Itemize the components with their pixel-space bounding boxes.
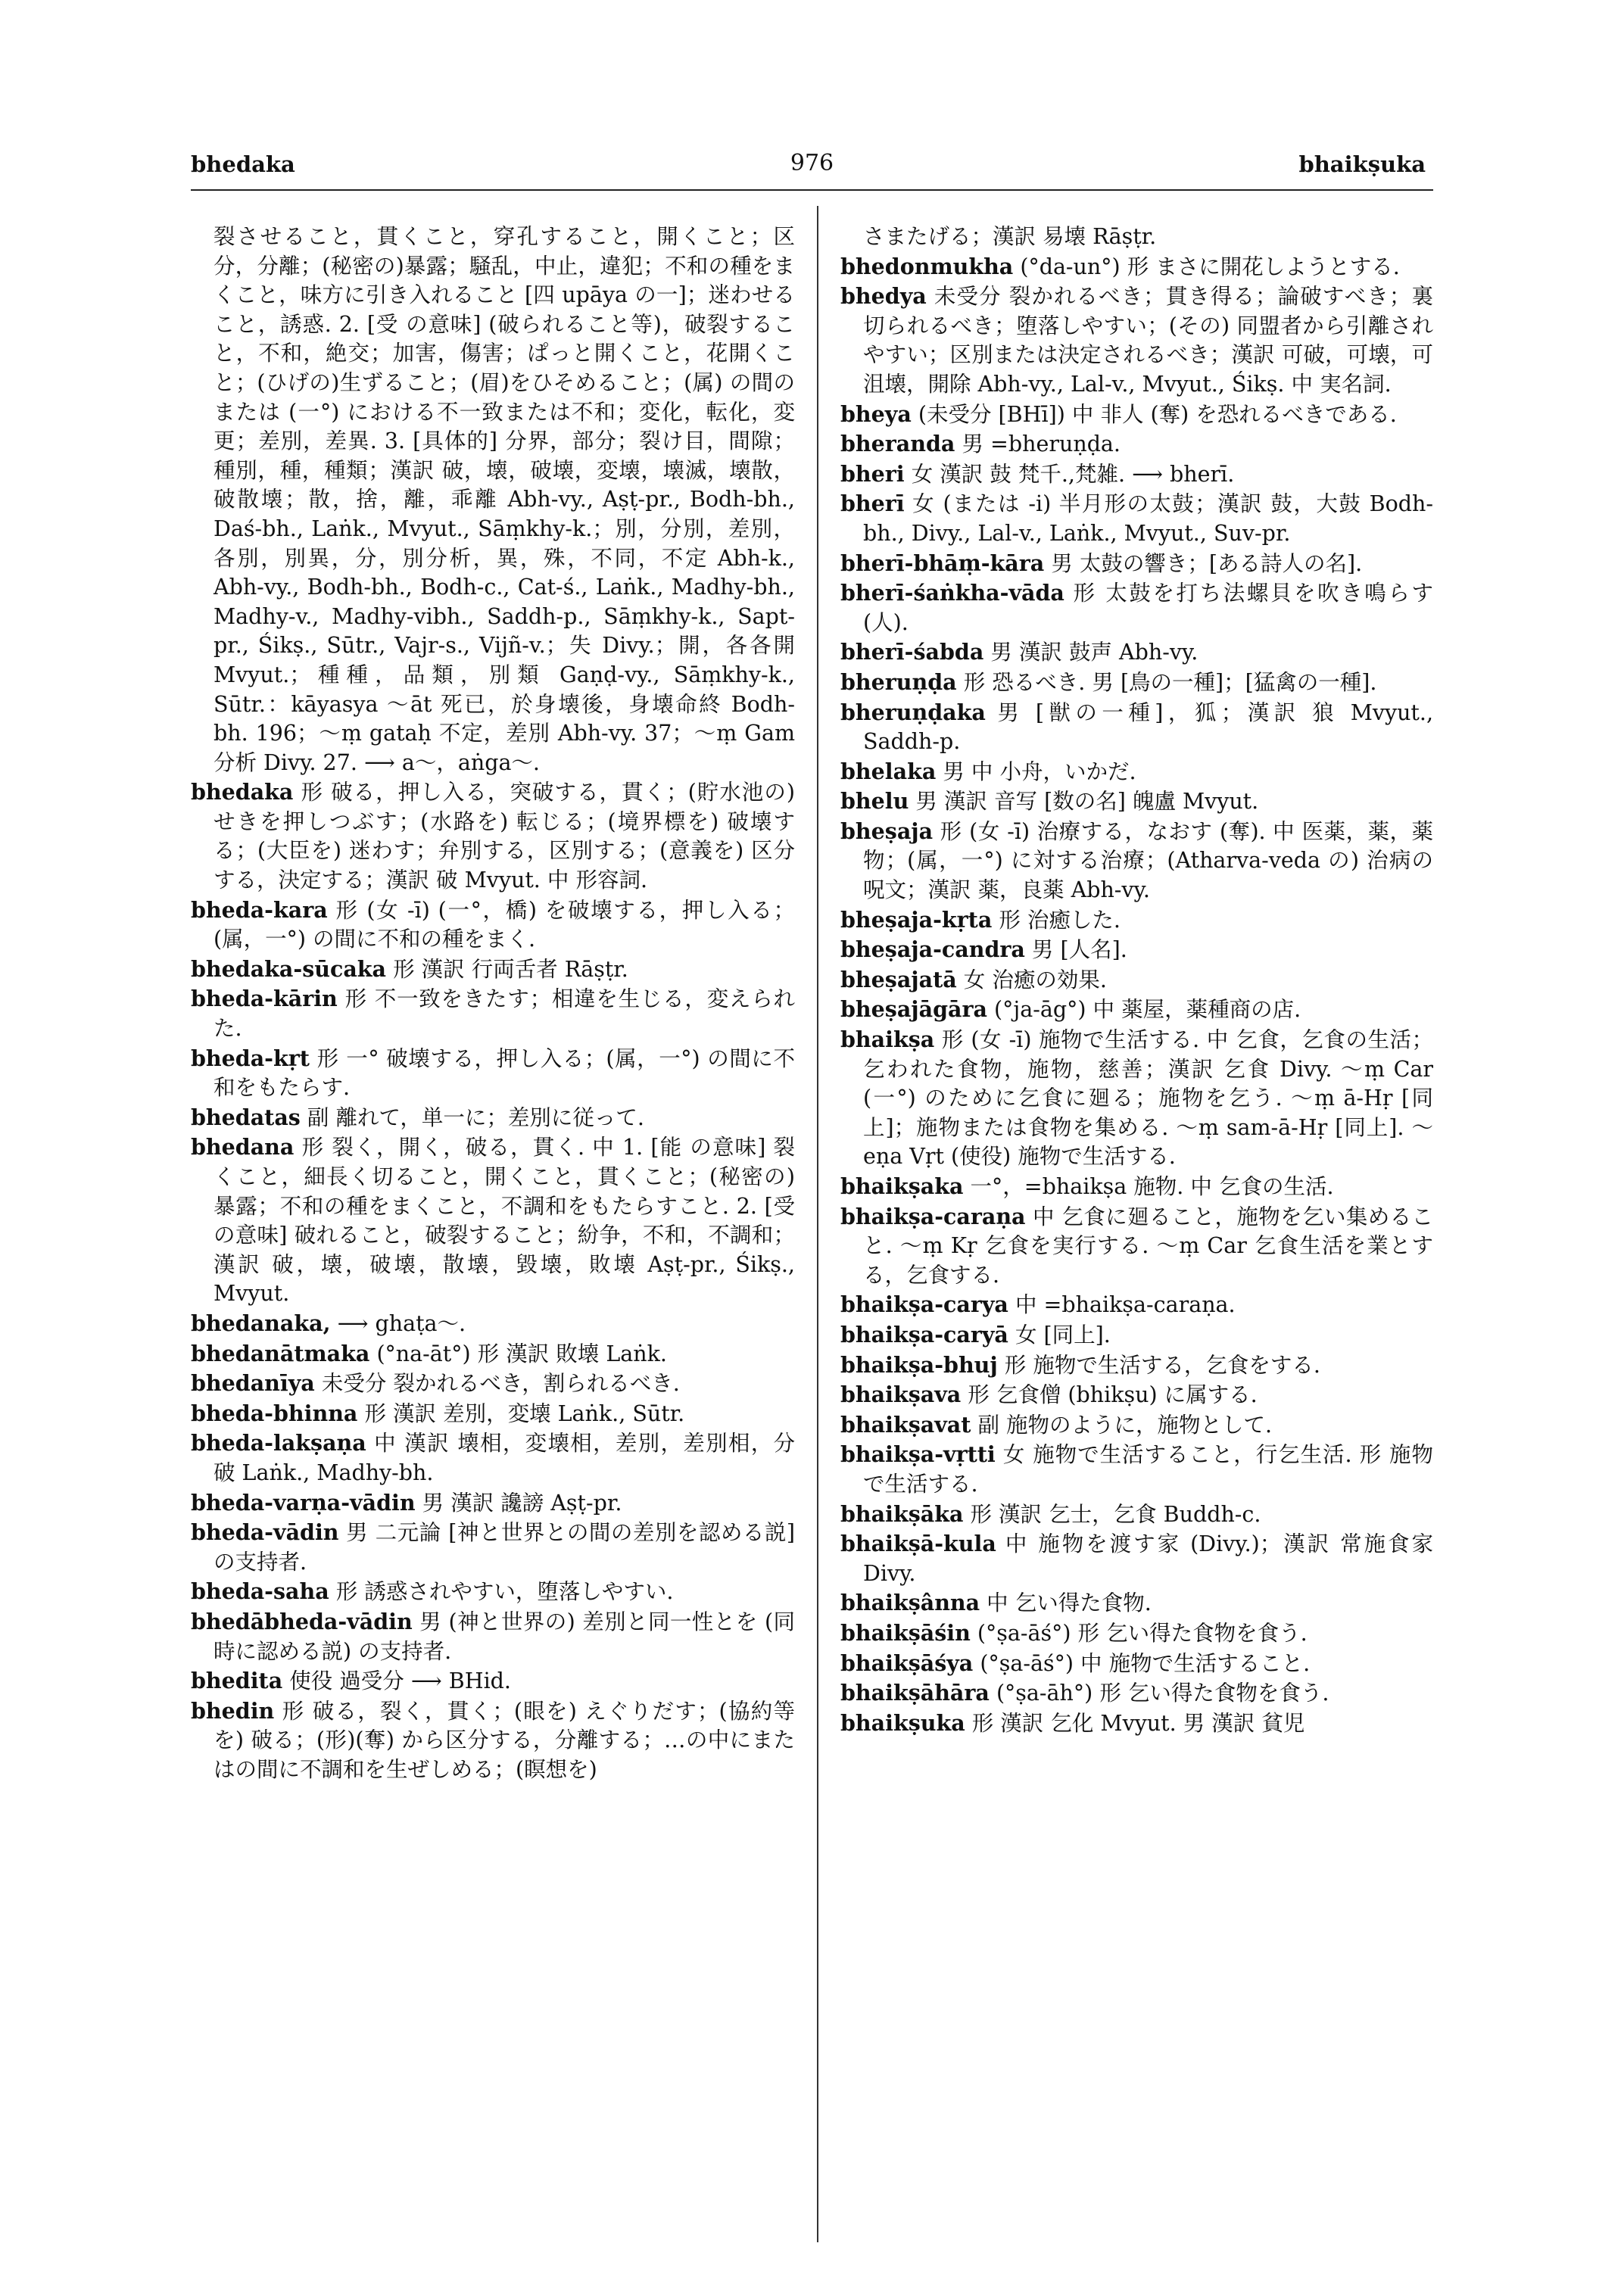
dictionary-entry	[840, 460, 1433, 490]
dictionary-entry	[840, 489, 1433, 548]
definition-text: 副 離れて，単一に；差別に従って.	[307, 1104, 644, 1130]
dictionary-entry	[840, 1500, 1433, 1530]
headword: bheda-bhinna	[191, 1400, 358, 1426]
dictionary-entry	[191, 1696, 795, 1785]
definition-text: 形 漢訳 行両舌者 Rāṣṭr.	[393, 956, 628, 982]
headword: bheda-vādin	[191, 1519, 339, 1546]
dictionary-entry	[840, 1025, 1433, 1172]
headword: bheruṇḍaka	[840, 699, 986, 725]
definition-text: 女 漢訳 鼓 梵千.,梵雑. ⟶ bherī.	[911, 461, 1235, 487]
dictionary-entry	[191, 1488, 795, 1519]
headword: bherī	[840, 491, 905, 517]
right-column	[840, 223, 1433, 1738]
left-guide-word: bhedaka	[191, 151, 295, 177]
headword: bhedatas	[191, 1104, 301, 1130]
definition-text: (未受分 [BHī]) 中 非人 (奪) を恐れるべきである.	[918, 401, 1397, 427]
headword: bheda-lakṣaṇa	[191, 1430, 366, 1456]
headword: bhaikṣavat	[840, 1411, 971, 1438]
definition-text: 男 [獣の一種]，狐；漢訳 狼 Mvyut., Saddh-p.	[863, 699, 1433, 755]
definition-text: 形 漢訳 乞士，乞食 Buddh-c.	[970, 1501, 1261, 1527]
dictionary-entry	[191, 1309, 795, 1339]
headword: bhedita	[191, 1668, 283, 1694]
dictionary-entry	[840, 1172, 1433, 1202]
definition-text: (°ja-āg°) 中 薬屋，薬種商の店.	[994, 997, 1301, 1023]
dictionary-entry	[840, 1290, 1433, 1320]
definition-text: 男 (神と世界の) 差別と同一性とを (同時に認める説) の支持者.	[214, 1609, 796, 1664]
headword: bheṣajāgāra	[840, 996, 987, 1023]
headword: bheda-varṇa-vādin	[191, 1489, 416, 1516]
page-number: 976	[790, 150, 834, 176]
dictionary-entry	[840, 1678, 1433, 1709]
definition-text: 形 不一致をきたす；相違を生じる，変えられた.	[214, 986, 795, 1042]
headword: bhelaka	[840, 758, 937, 784]
definition-text: (°na-āt°) 形 漢訳 敗壊 Laṅk.	[376, 1341, 667, 1366]
definition-text: 男 二元論 [神と世界との間の差別を認める説] の支持者.	[214, 1520, 795, 1575]
dictionary-entry	[191, 1428, 795, 1488]
dictionary-entry	[191, 1399, 795, 1429]
definition-text: 未受分 裂かれるべき，割られるべき.	[321, 1371, 680, 1397]
definition-text: 女 施物で生活すること，行乞生活. 形 施物で生活する.	[863, 1442, 1433, 1497]
headword: bherī-śaṅkha-vāda	[840, 580, 1064, 606]
headword: bhedana	[191, 1134, 295, 1161]
headword: bhaikṣa-caraṇa	[840, 1203, 1026, 1229]
definition-text: 男 漢訳 音写 [数の名] 魄盧 Mvyut.	[915, 789, 1259, 815]
definition-text: 中 施物を渡す家 (Divy.)；漢訳 常施食家 Divy.	[863, 1531, 1434, 1586]
dictionary-entry	[191, 955, 795, 985]
dictionary-entry	[840, 1202, 1433, 1291]
definition-text: 形 (女 -ī) 施物で生活する. 中 乞食，乞食の生活；乞われた食物，施物，慈善；漢訳 乞食 Divy. ～ṃ Car (一°) のために乞食に廻る；施物を乞う. ～ṃ ā-Hṛ [同上]；施物または食物を集める. ～ṃ sam-ā-Hṛ [同上]. ～eṇa Vṛt (使役) 施物で生活する.	[863, 1027, 1433, 1170]
definition-text: 男 [人名].	[1031, 937, 1127, 963]
dictionary-entry	[840, 1380, 1433, 1410]
definition-text: 形 裂く，開く，破る，貫く. 中 1. [能 の意味] 裂くこと，細長く切ること，開くこと，貫くこと；(秘密の) 暴露；不和の種をまくこと，不調和をもたらすこと. 2. [受 の意味] 破れること，破裂すること；紛争，不和，不調和；漢訳 破，壊，破壊，散壊，毀壊，敗壊 Aṣṭ-pr., Śikṣ., Mvyut.	[214, 1135, 795, 1307]
headword: bhaikṣuka	[840, 1709, 965, 1736]
definition-text: ⟶ ghaṭa～.	[337, 1310, 466, 1336]
definition-text: 形 誘惑されやすい，堕落しやすい.	[335, 1579, 674, 1605]
headword: bhaikṣa-caryā	[840, 1321, 1008, 1347]
headword: bhedanaka,	[191, 1310, 331, 1336]
headword: bhaikṣā-kula	[840, 1531, 996, 1557]
headword: bheṣajatā	[840, 966, 957, 992]
dictionary-entry	[191, 1103, 795, 1133]
dictionary-entry	[840, 1320, 1433, 1351]
right-guide-word: bhaikṣuka	[1298, 151, 1426, 177]
dictionary-entry	[840, 698, 1433, 757]
definition-text: 形 漢訳 乞化 Mvyut. 男 漢訳 貧児	[971, 1710, 1305, 1736]
dictionary-entry	[840, 1351, 1433, 1381]
dictionary-entry	[840, 1709, 1433, 1739]
dictionary-entry	[840, 1588, 1433, 1618]
definition-text: 使役 過受分 ⟶ BHid.	[289, 1668, 511, 1694]
dictionary-entry	[191, 1044, 795, 1103]
dictionary-entry	[840, 400, 1433, 430]
definition-text: 中 =bhaikṣa-caraṇa.	[1015, 1292, 1236, 1318]
definition-text: 中 乞食に廻ること，施物を乞い集めること. ～ṃ Kṛ 乞食を実行する. ～ṃ Car 乞食生活を業とする，乞食する.	[863, 1204, 1434, 1288]
headword: bheṣaja	[840, 818, 934, 844]
dictionary-entry	[840, 995, 1433, 1025]
headword: bhelu	[840, 788, 909, 815]
definition-text: 形 破る，押し入る，突破する，貫く；(貯水池の) せきを押しつぶす；(水路を) 転じる；(境界標を) 破壊する；(大臣を) 迷わす；弁別する，区別する；(意義を) 区分する，決定する；漢訳 破 Mvyut. 中 形容詞.	[214, 780, 795, 893]
dictionary-entry	[191, 896, 795, 955]
headword: bhedanātmaka	[191, 1340, 370, 1366]
headword: bheda-kṛt	[191, 1045, 310, 1071]
dictionary-entry	[840, 787, 1433, 817]
definition-text: 形 一° 破壊する，押し入る；(属，一°) の間に不和をもたらす.	[214, 1045, 796, 1101]
headword: bheda-kārin	[191, 986, 338, 1012]
definition-text: 形 恐るべき. 男 [鳥の一種]；[猛禽の一種].	[963, 669, 1377, 695]
headword: bheda-kara	[191, 896, 328, 923]
dictionary-entry	[840, 1440, 1433, 1499]
definition-text: 形 太鼓を打ち法螺貝を吹き鳴らす (人).	[863, 581, 1433, 635]
headword: bheranda	[840, 431, 955, 457]
headword: bhaikṣa-carya	[840, 1291, 1008, 1318]
definition-text: (°da-un°) 形 まさに開花しようとする.	[1020, 254, 1400, 279]
headword: bheruṇḍa	[840, 668, 957, 695]
headword: bhedin	[191, 1697, 275, 1724]
dictionary-entry	[840, 578, 1433, 637]
definition-text: 未受分 裂かれるべき；貫き得る；論破すべき；裏切られるべき；堕落しやすい；(その) 同盟者から引離されやすい；区別または決定されるべき；漢訳 可破，可壊，可沮壊，開除 Abh-vy., Lal-v., Mvyut., Śikṣ. 中 実名詞.	[863, 284, 1433, 397]
definition-text: 女 治癒の効果.	[963, 967, 1107, 992]
header-rule	[191, 189, 1433, 191]
headword: bheya	[840, 400, 912, 427]
definition-text: 形 乞食僧 (bhikṣu) に属する.	[968, 1382, 1258, 1408]
headword: bherī-śabda	[840, 639, 984, 665]
dictionary-entry	[840, 549, 1433, 579]
definition-text: (°ṣa-āś°) 中 施物で生活すること.	[980, 1650, 1311, 1676]
dictionary-entry	[840, 668, 1433, 698]
dictionary-entry	[840, 817, 1433, 905]
dictionary-entry	[191, 777, 795, 895]
dictionary-entry	[191, 1339, 795, 1369]
dictionary-entry	[840, 252, 1433, 282]
headword: bhaikṣāka	[840, 1500, 964, 1527]
definition-text: 男 太鼓の響き；[ある詩人の名].	[1051, 550, 1363, 576]
headword: bhedaka	[191, 779, 294, 805]
continued-entry	[840, 223, 1433, 252]
definition-text: (°ṣa-āh°) 形 乞い得た食物を食う.	[996, 1681, 1329, 1706]
definition-text: さまたげる；漢訳 易壊 Rāṣṭr.	[863, 224, 1157, 249]
dictionary-entry	[191, 1666, 795, 1696]
definition-text: 中 乞い得た食物.	[987, 1590, 1152, 1616]
headword: bhaikṣāśin	[840, 1619, 971, 1646]
dictionary-entry	[840, 282, 1433, 399]
dictionary-entry	[191, 1518, 795, 1577]
definition-text: 副 施物のように，施物として.	[977, 1412, 1273, 1438]
definition-text: 一°，=bhaikṣa 施物. 中 乞食の生活.	[970, 1174, 1334, 1199]
definition-text: 形 (女 -ī) (一°，橋) を破壊する，押し入る；(属，一°) の間に不和の種をまく.	[214, 897, 795, 952]
headword: bhaikṣāśya	[840, 1650, 974, 1676]
dictionary-entry	[840, 1649, 1433, 1679]
dictionary-entry	[191, 1607, 795, 1666]
headword: bhedaka-sūcaka	[191, 955, 387, 982]
definition-text: 形 漢訳 差別，変壊 Laṅk., Sūtr.	[364, 1400, 685, 1426]
column-divider	[817, 206, 818, 2242]
dictionary-entry	[840, 935, 1433, 965]
dictionary-entry	[191, 1132, 795, 1309]
definition-text: 女 [同上].	[1015, 1322, 1111, 1347]
headword: bhaikṣa-vṛtti	[840, 1441, 996, 1468]
headword: bhaikṣânna	[840, 1590, 980, 1616]
headword: bheda-saha	[191, 1578, 329, 1605]
definition-text: 形 施物で生活する，乞食をする.	[1004, 1352, 1320, 1378]
definition-text: 男 中 小舟，いかだ.	[943, 759, 1136, 784]
definition-text: (°ṣa-āś°) 形 乞い得た食物を食う.	[977, 1620, 1308, 1646]
headword: bherī-bhāṃ-kāra	[840, 550, 1045, 576]
headword: bhaikṣa	[840, 1027, 935, 1053]
dictionary-entry	[840, 1410, 1433, 1441]
dictionary-entry	[191, 1369, 795, 1399]
dictionary-entry	[840, 757, 1433, 787]
headword: bhaikṣaka	[840, 1173, 964, 1199]
headword: bhaikṣa-bhuj	[840, 1351, 998, 1378]
headword: bhedya	[840, 283, 927, 310]
headword: bhedābheda-vādin	[191, 1608, 413, 1634]
headword: bhaikṣāhāra	[840, 1680, 990, 1706]
headword: bhedanīya	[191, 1370, 315, 1397]
definition-text: 中 漢訳 壊相，変壊相，差別，差別相，分破 Laṅk., Madhy-bh.	[214, 1431, 796, 1485]
dictionary-entry	[840, 1618, 1433, 1649]
dictionary-entry	[840, 905, 1433, 936]
definition-text: 女 (または -i) 半月形の太鼓；漢訳 鼓，大鼓 Bodh-bh., Divy., Lal-v., Laṅk., Mvyut., Suv-pr.	[863, 491, 1433, 546]
definition-text: 裂させること，貫くこと，穿孔すること，開くこと；区分，分離；(秘密の)暴露；騒乱，中止，違犯；不和の種をまくこと，味方に引き入れること [四 upāya の一]；迷わせること，誘惑. 2. [受 の意味] (破られること等)，破裂すること，不和，絶交；加害，傷害；ぱっと開くこと，花開くこと；(ひげの)生ずること；(眉)をひそめること；(属) の間のまたは (一°) における不一致または不和；変化，転化，変更；差別，差異. 3. [具体的] 分界，部分；裂け目，間隙；種別，種，種類；漢訳 破，壊，破壊，変壊，壊滅，壊散，破散壊；散，捨，離，乖離 Abh-vy., Aṣṭ-pr., Bodh-bh., Daś-bh., Laṅk., Mvyut., Sāṃkhy-k.；別，分別，差別，各別，別異，分，別分析，異，殊，不同，不定 Abh-k., Abh-vy., Bodh-bh., Bodh-c., Cat-ś., Laṅk., Madhy-bh., Madhy-v., Madhy-vibh., Saddh-p., Sāṃkhy-k., Sapt-pr., Śikṣ., Sūtr., Vajr-s., Vijñ-v.；失 Divy.；開，各各開 Mvyut.；種種，品類，別類 Gaṇḍ-vy., Sāṃkhy-k., Sūtr.：kāyasya ～āt 死已，於身壊後，身壊命終 Bodh-bh. 196；～ṃ gataḥ 不定，差別 Abh-vy. 37；～ṃ Gam 分析 Divy. 27. ⟶ a～，aṅga～.	[214, 224, 795, 775]
definition-text: 男 =bheruṇḍa.	[962, 431, 1121, 457]
dictionary-entry	[840, 1529, 1433, 1588]
definition-text: 形 治癒した.	[999, 907, 1121, 933]
headword: bhedonmukha	[840, 253, 1014, 279]
headword: bheri	[840, 460, 905, 487]
headword: bheṣaja-kṛta	[840, 906, 993, 933]
left-column	[191, 223, 795, 1784]
dictionary-entry	[191, 984, 795, 1043]
dictionary-entry	[191, 1577, 795, 1607]
headword: bheṣaja-candra	[840, 936, 1025, 963]
headword: bhaikṣava	[840, 1382, 962, 1408]
dictionary-entry	[840, 965, 1433, 995]
dictionary-entry	[840, 637, 1433, 668]
definition-text: 男 漢訳 鼓声 Abh-vy.	[990, 640, 1199, 665]
definition-text: 男 漢訳 讒謗 Aṣṭ-pr.	[422, 1490, 622, 1516]
definition-text: 形 破る，裂く，貫く；(眼を) えぐりだす；(協約等を) 破る；(形)(奪) から区分する，分離する；…の中にまたはの間に不調和を生ぜしめる；(瞑想を)	[214, 1698, 795, 1782]
continued-entry	[191, 223, 795, 777]
dictionary-entry	[840, 429, 1433, 460]
definition-text: 形 (女 -ī) 治療する，なおす (奪). 中 医薬，薬，薬物；(属，一°) に対する治療；(Atharva-veda の) 治病の呪文；漢訳 薬，良薬 Abh-vy.	[863, 818, 1433, 903]
